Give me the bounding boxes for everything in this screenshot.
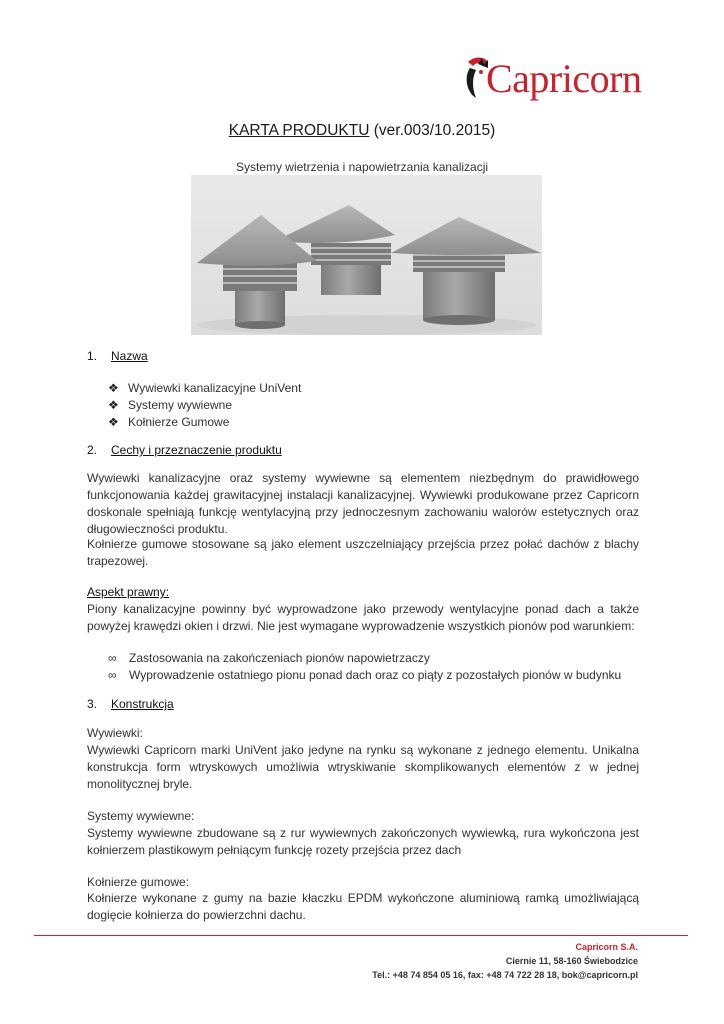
section-number: 1. [87,349,98,363]
list-item [108,397,301,414]
section-title: Konstrukcja [111,697,174,711]
footer-address: Ciernie 11, 58-160 Świebodzice [505,956,638,966]
features-paragraph: Wywiewki kanalizacyjne oraz systemy wywiewne są elementem niezbędnym do prawidłowego funkcjonowania każdej grawitacyjnej instalacji kanalizacyjnej. Wywiewki produkowane przez Capricorn doskonale spełniają funkcję wentylacyjną przy jednoczesnym zachowaniu walorów estetycznych oraz długowieczności produktu. [87,471,639,536]
legal-aspect-heading: Aspekt prawny: [87,585,170,599]
diamond-bullet-icon: ❖ [108,415,119,429]
systems-paragraph: Systemy wywiewne zbudowane są z rur wywiewnych zakończonych wywiewką, rura wykończona jest kołnierzem plastikowym pełniącym funkcję rozety przejścia przez dach [87,826,639,857]
page-subtitle: Systemy wietrzenia i napowietrzania kanalizacji [235,160,489,174]
section-2-heading [87,443,282,457]
diamond-bullet-icon: ❖ [108,381,119,395]
footer-divider [34,935,688,936]
conditions-list [108,650,621,684]
systems-label: Systemy wywiewne: [87,809,195,823]
diamond-bullet-icon: ❖ [108,398,119,412]
footer-contact: Tel.: +48 74 854 05 16, fax: +48 74 722 28 18, bok@capricorn.pl [372,970,638,980]
list-item-text: Wywiewki kanalizacyjne UniVent [128,381,302,395]
title-main: KARTA PRODUKTU [228,122,370,139]
product-photo [191,175,542,335]
list-item [108,414,301,431]
section-number: 3. [87,697,98,711]
list-item [108,380,301,397]
product-names-list [108,380,301,431]
list-item-text: Systemy wywiewne [128,398,233,412]
list-item [108,650,621,667]
infinity-bullet-icon: ∞ [108,651,117,665]
list-item-text: Zastosowania na zakończeniach pionów napowietrzaczy [129,651,430,665]
section-number: 2. [87,443,98,457]
section-1-heading [87,349,148,363]
vents-paragraph: Wywiewki Capricorn marki UniVent jako jedyne na rynku są wykonane z jednego elementu. Unikalna konstrukcja form wtryskowych umożliwia wtryskiwanie skomplikowanych elementów z w jednej monolitycznej bryle. [87,743,639,791]
footer-company: Capricorn S.A. [575,942,638,952]
page-title [0,122,724,140]
section-title: Nazwa [111,349,148,363]
flanges-construction-paragraph: Kołnierze wykonane z gumy na bazie kłaczku EPDM wykończone aluminiową ramką umożliwiającą dogięcie kołnierza do powierzchni dachu. [87,891,639,922]
flanges-paragraph: Kołnierze gumowe stosowane są jako element uszczelniający przejścia przez połać dachów z blachy trapezowej. [87,537,639,568]
company-logo-text: Capricorn [486,56,642,101]
legal-aspect-paragraph: Piony kanalizacyjne powinny być wyprowadzone jako przewody wentylacyjne ponad dach a także powyżej krawędzi okien i drzwi. Nie jest wymagane wyprowadzenie wszystkich pionów pod warunkiem: [87,602,639,633]
section-3-heading [87,697,174,711]
vents-label: Wywiewki: [87,726,143,740]
section-title: Cechy i przeznaczenie produktu [111,443,282,457]
list-item [108,667,621,684]
title-version: (ver.003/10.2015) [373,122,496,139]
infinity-bullet-icon: ∞ [108,668,117,682]
flanges-label: Kołnierze gumowe: [87,875,190,889]
list-item-text: Kołnierze Gumowe [128,415,230,429]
list-item-text: Wyprowadzenie ostatniego pionu ponad dach oraz co piąty z pozostałych pionów w budynku [129,668,622,682]
